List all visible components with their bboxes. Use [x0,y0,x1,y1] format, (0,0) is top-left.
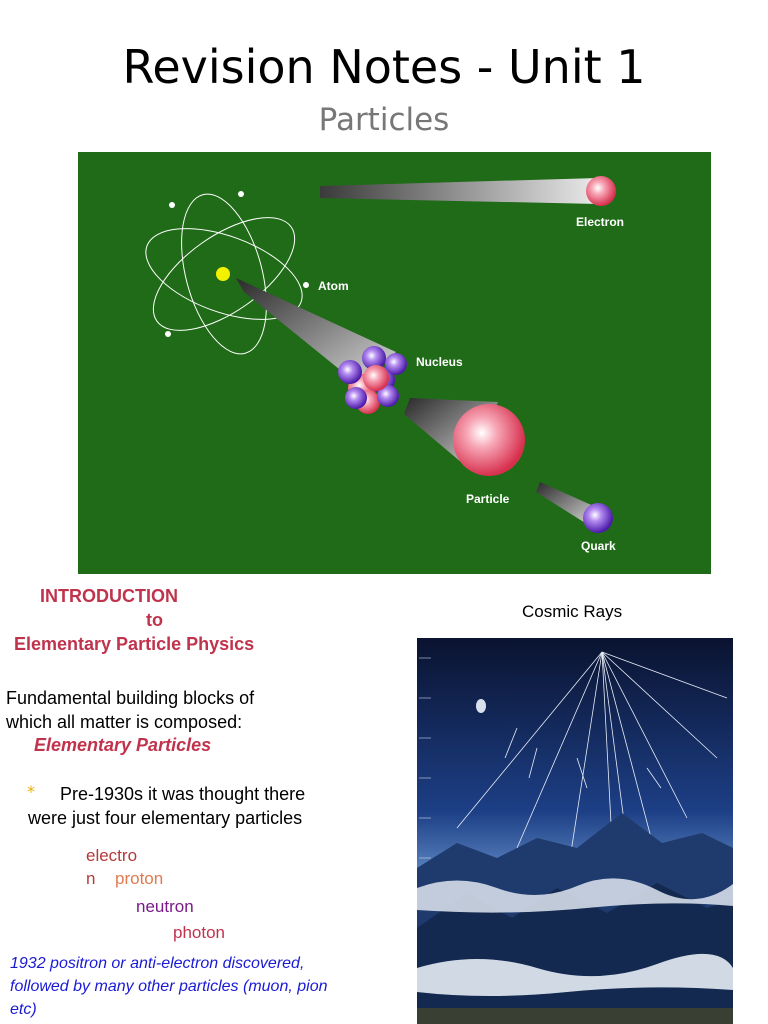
label-particle: Particle [466,492,510,506]
pre1930-line1: Pre-1930s it was thought there [60,784,306,804]
atom-nucleus-dot [216,267,230,281]
atom-electron-dot [303,282,309,288]
particle-electron-part1: electro [86,846,138,865]
page-title: Revision Notes - Unit 1 [122,40,646,94]
page-subtitle: Particles [318,102,450,138]
elementary-particles-term: Elementary Particles [34,735,212,755]
label-atom: Atom [318,279,349,293]
definition-line2: which all matter is composed: [6,712,243,732]
particle-proton: proton [115,869,164,888]
positron-note-line3: etc) [10,1001,37,1018]
label-electron: Electron [576,215,625,229]
electron-beam [320,178,598,204]
cosmic-rays-illustration [417,638,733,1024]
cosmic-rays-svg [417,638,733,1024]
definition-line1: Fundamental building blocks of [6,688,255,708]
particle-photon: photon [173,923,225,942]
atom-electron-dot [169,202,175,208]
cosmic-rays-caption: Cosmic Rays [522,602,623,621]
particle-scale-illustration [78,152,711,574]
particle-scale-svg [78,152,711,574]
intro-heading-line3: Elementary Particle Physics [14,634,255,654]
particle-neutron: neutron [136,897,194,916]
pre1930-line2: were just four elementary particles [28,808,303,828]
intro-heading-line2: to [146,610,163,630]
atom-electron-dot [165,331,171,337]
positron-note-line1: 1932 positron or anti-electron discovered, [10,955,305,972]
particle-electron-part2: n [86,869,96,888]
positron-note-line2: followed by many other particles (muon, pion [10,978,328,995]
quark-sphere [583,503,613,533]
label-nucleus: Nucleus [416,355,463,369]
balloon-shape [476,699,486,713]
atom-electron-dot [238,191,244,197]
electron-sphere [586,176,616,206]
label-quark: Quark [581,539,616,553]
particle-sphere [453,404,525,476]
ground [417,1008,733,1024]
bullet-marker: * [27,782,35,801]
intro-heading-line1: INTRODUCTION [40,586,178,606]
